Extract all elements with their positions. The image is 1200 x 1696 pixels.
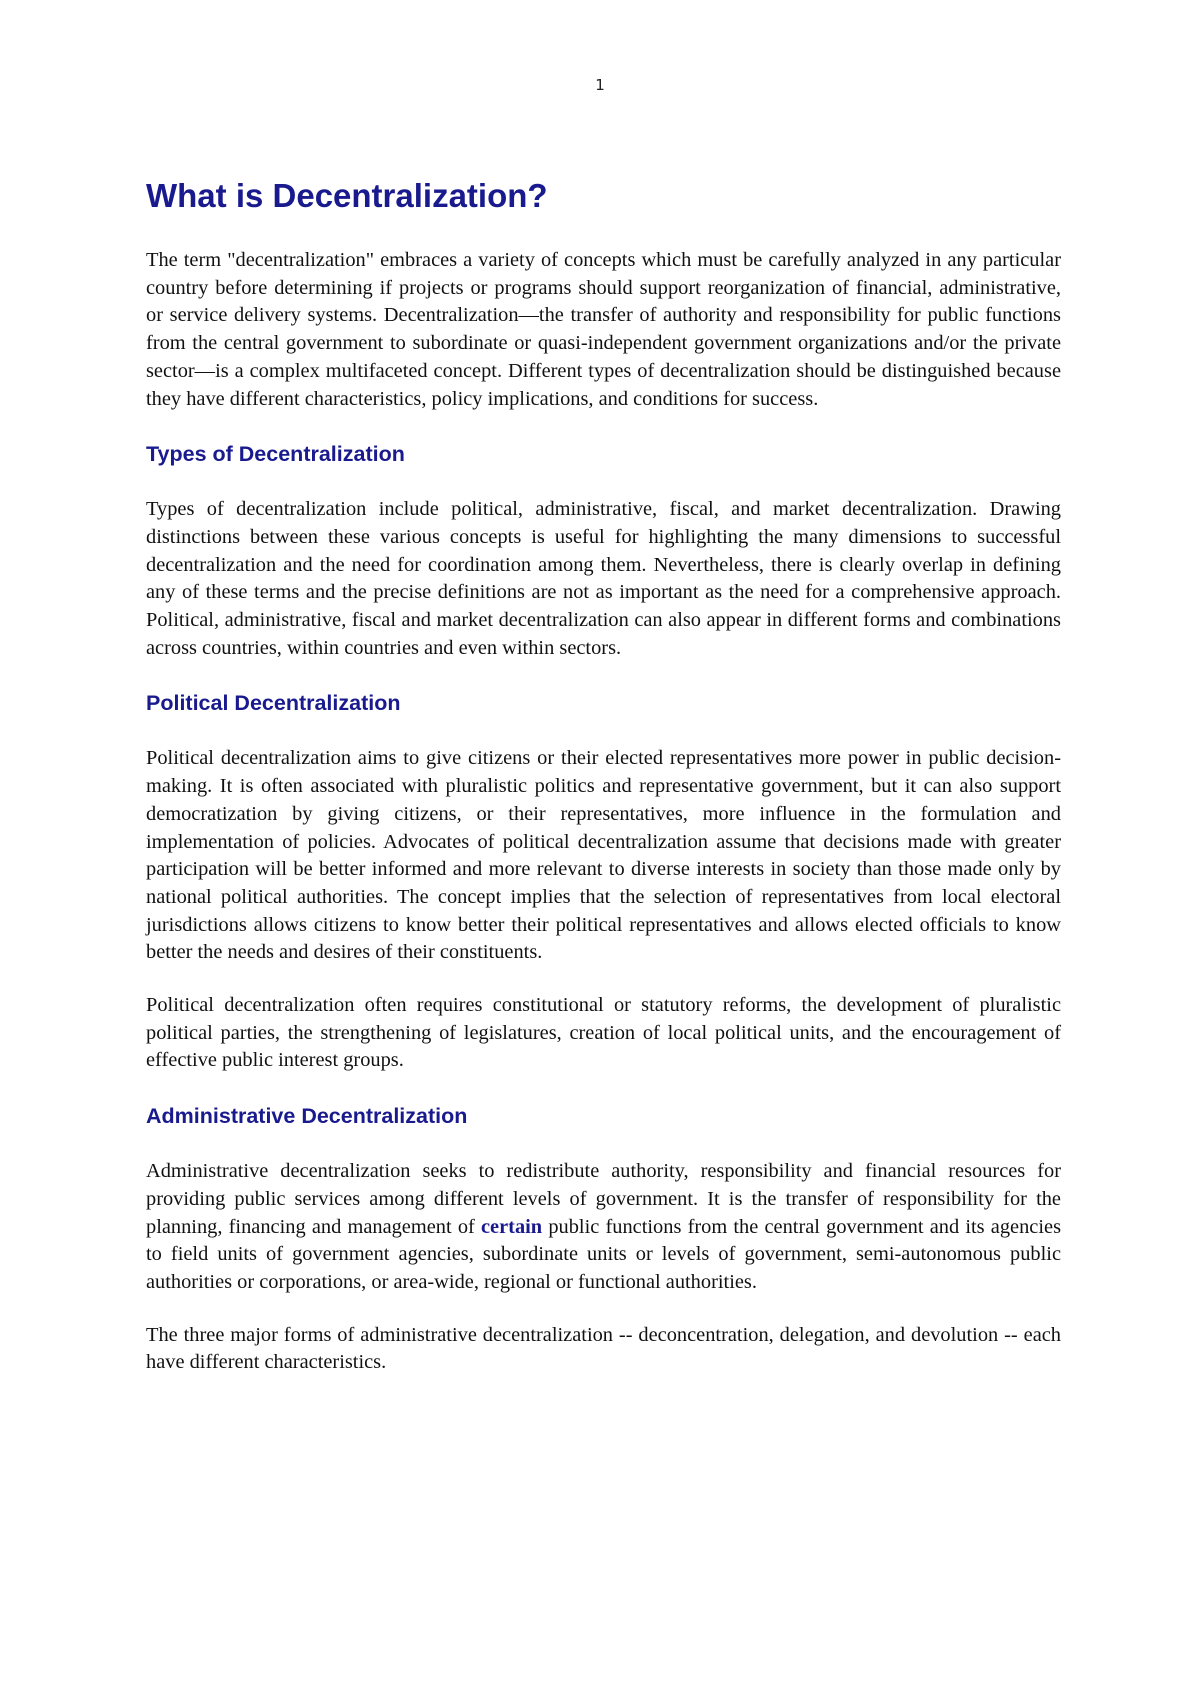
- administrative-paragraph-1-end: public functions from the central government and its agencies to field units of government agencies, subordinate units or levels of government, semi-autonomous public authorities or corporations, or area-wide, regional or functional authorities.: [146, 1215, 1061, 1293]
- types-paragraph: Types of decentralization include political, administrative, fiscal, and market decentralization. Drawing distinctions between these various concepts is useful for highlighting the many dimensions to successful decentralization and the need for coordination among them. Nevertheless, there is clearly overlap in defining any of these terms and the precise definitions are not as important as the need for a comprehensive approach. Political, administrative, fiscal and market decentralization can also appear in different forms and combinations across countries, within countries and even within sectors.: [146, 498, 1061, 659]
- administrative-paragraph-2: The three major forms of administrative decentralization -- deconcentration, delegation, and devolution -- each have different characteristics.: [146, 1323, 1061, 1374]
- administrative-paragraph-1-start: Administrative decentralization seeks to redistribute authority, responsibility and financial resources for providing public services among different levels of government. It is the transfer of responsibility for the planning, financing and management of: [146, 1160, 1061, 1238]
- types-heading: Types of Decentralization: [146, 442, 405, 467]
- political-heading: Political Decentralization: [146, 691, 401, 716]
- page-title: What is Decentralization?: [146, 177, 548, 214]
- certain-link[interactable]: certain: [481, 1215, 543, 1238]
- page-number: 1: [595, 76, 605, 94]
- intro-paragraph: The term "decentralization" embraces a variety of concepts which must be carefully analyzed in any particular country before determining if projects or programs should support reorganization of financial, administrative, or service delivery systems. Decentralization—the transfer of authority and responsibility for public functions from the central government to subordinate or quasi-independent government organizations and/or the private sector—is a complex multifaceted concept. Different types of decentralization should be distinguished because they have different characteristics, policy implications, and conditions for success.: [146, 249, 1061, 410]
- document-body: [146, 176, 1061, 1402]
- administrative-paragraph-1: [146, 1158, 1061, 1297]
- political-paragraph-2: Political decentralization often requires constitutional or statutory reforms, the development of pluralistic political parties, the strengthening of legislatures, creation of local political units, and the encouragement of effective public interest groups.: [146, 994, 1061, 1072]
- administrative-heading: Administrative Decentralization: [146, 1104, 468, 1129]
- political-paragraph-1: Political decentralization aims to give citizens or their elected representatives more power in public decision-making. It is often associated with pluralistic politics and representative government, but it can also support democratization by giving citizens, or their representatives, more influence in the formulation and implementation of policies. Advocates of political decentralization assume that decisions made with greater participation will be better informed and more relevant to diverse interests in society than those made only by national political authorities. The concept implies that the selection of representatives from local electoral jurisdictions allows citizens to know better their political representatives and allows elected officials to know better the needs and desires of their constituents.: [146, 747, 1061, 964]
